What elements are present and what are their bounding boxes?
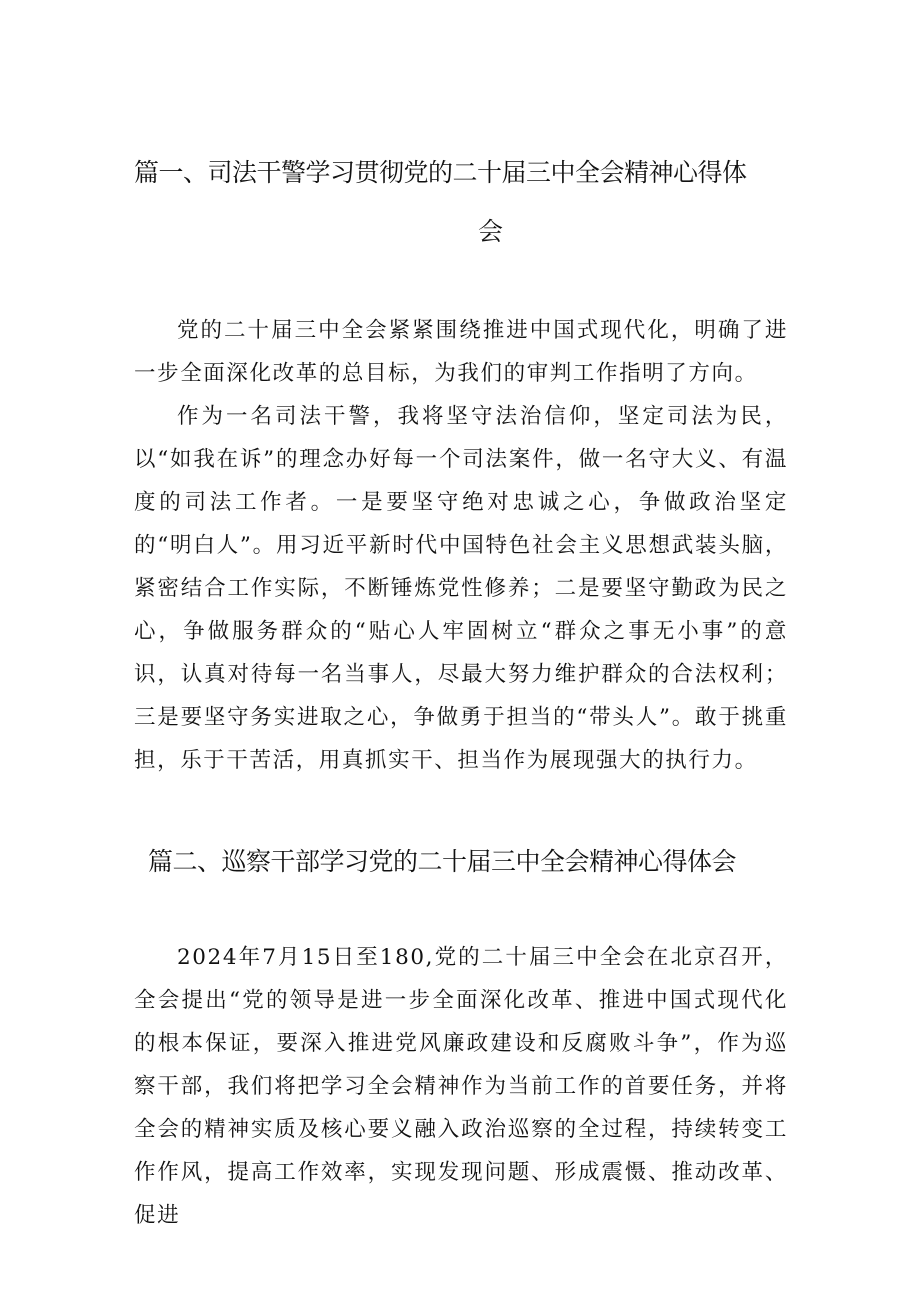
section1-paragraph-1: 党的二十届三中全会紧紧围绕推进中国式现代化，明确了进一步全面深化改革的总目标，为我们的审判工作指明了方向。 [134, 318, 788, 386]
section2-title: 篇二、巡察干部学习党的二十届三中全会精神心得体会 [148, 847, 737, 876]
section2-paragraph-1: 2024年7月15日至180,党的二十届三中全会在北京召开，全会提出“党的领导是进一步全面深化改革、推进中国式现代化的根本保证，要深入推进党风廉政建设和反腐败斗争”，作为巡察干部，我们将把学习全会精神作为当前工作的首要任务，并将全会的精神实质及核心要义融入政治巡察的全过程，持续转变工作作风，提高工作效率，实现发现问题、形成震慑、推动改革、促进 [134, 945, 788, 1228]
section1-title-line2: 会 [478, 217, 503, 246]
section1-paragraph-2: 作为一名司法干警，我将坚守法治信仰，坚定司法为民，以“如我在诉”的理念办好每一个司法案件，做一名守大义、有温度的司法工作者。一是要坚守绝对忠诚之心，争做政治坚定的“明白人”。用习近平新时代中国特色社会主义思想武装头脑，紧密结合工作实际，不断锤炼党性修养；二是要坚守勤政为民之心，争做服务群众的“贴心人牢固树立“群众之事无小事”的意识，认真对待每一名当事人，尽最大努力维护群众的合法权利；三是要坚守务实进取之心，争做勇于担当的“带头人”。敢于挑重担，乐于干苦活，用真抓实干、担当作为展现强大的执行力。 [134, 404, 788, 773]
section1-title-line1: 篇一、司法干警学习贯彻党的二十届三中全会精神心得体 [134, 158, 747, 187]
